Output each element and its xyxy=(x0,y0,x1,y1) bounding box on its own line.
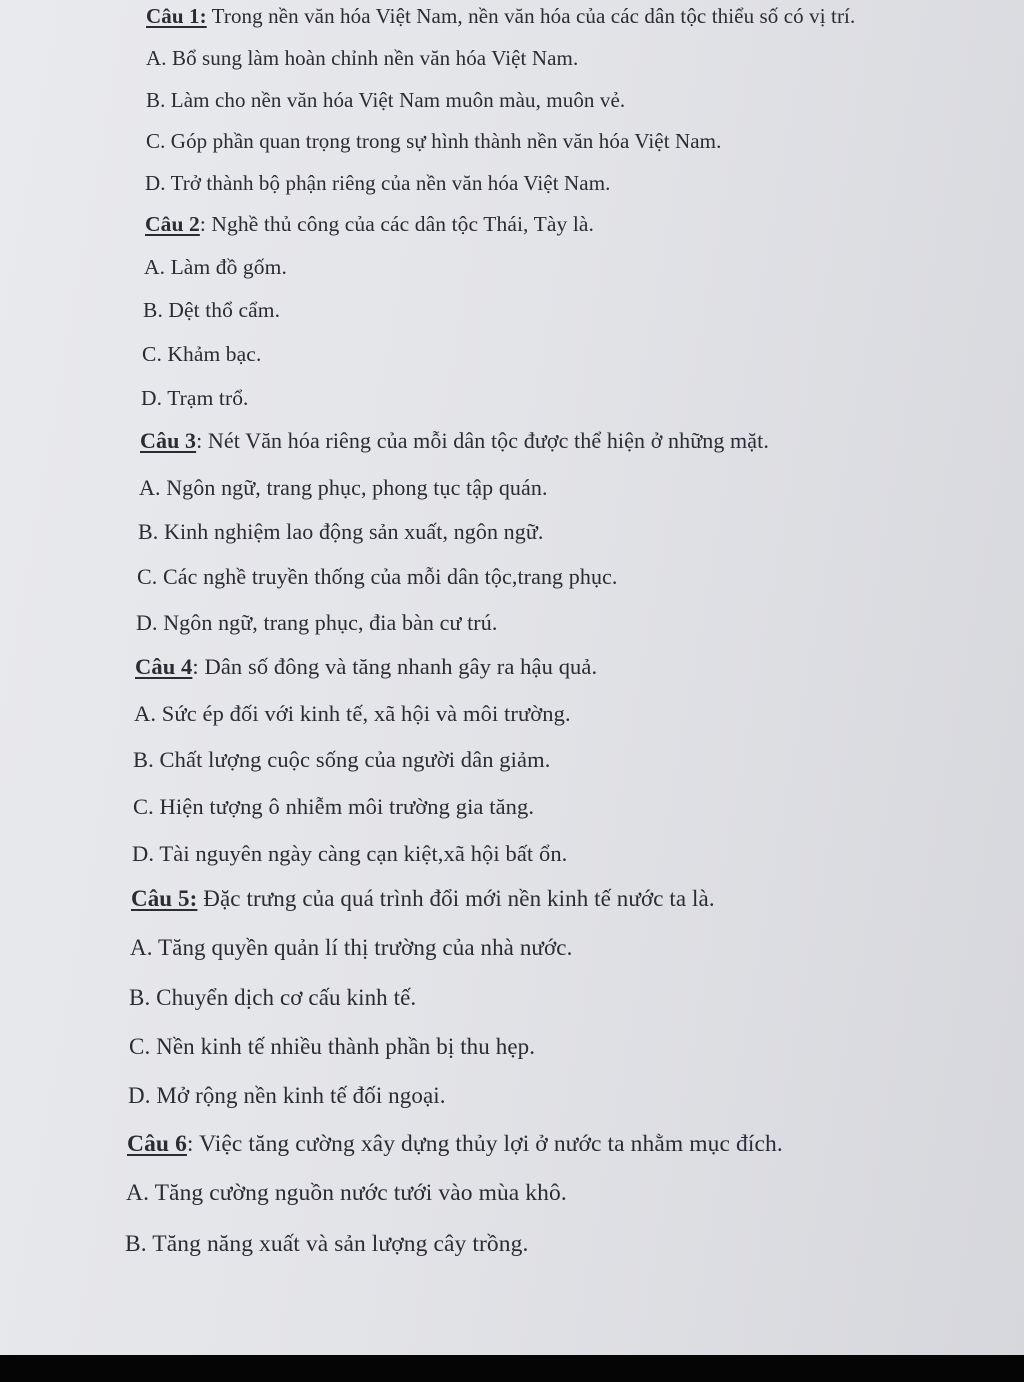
question-1-option-a: A. Bổ sung làm hoàn chỉnh nền văn hóa Việt Nam. xyxy=(146,46,579,70)
question-2-stem xyxy=(145,212,594,237)
question-6-stem xyxy=(127,1131,783,1158)
question-1-option-c: C. Góp phần quan trọng trong sự hình thành nền văn hóa Việt Nam. xyxy=(146,129,722,153)
question-5-option-b: B. Chuyển dịch cơ cấu kinh tế. xyxy=(129,985,417,1010)
question-4-option-c: C. Hiện tượng ô nhiễm môi trường gia tăng. xyxy=(133,794,535,819)
question-3-option-c: C. Các nghề truyền thống của mỗi dân tộc,trang phục. xyxy=(137,564,618,589)
question-1-text: Trong nền văn hóa Việt Nam, nền văn hóa của các dân tộc thiểu số có vị trí. xyxy=(206,4,856,28)
question-1-option-b: B. Làm cho nền văn hóa Việt Nam muôn màu, muôn vẻ. xyxy=(146,88,626,112)
question-3-label: Câu 3 xyxy=(140,428,197,453)
question-2-label: Câu 2 xyxy=(145,212,200,236)
question-3-option-a: A. Ngôn ngữ, trang phục, phong tục tập quán. xyxy=(139,475,548,500)
question-5-stem xyxy=(131,886,715,912)
question-2-text: : Nghề thủ công của các dân tộc Thái, Tày là. xyxy=(199,212,595,236)
question-6-label: Câu 6 xyxy=(127,1131,187,1157)
question-5-label: Câu 5: xyxy=(131,886,198,911)
question-4-text: : Dân số đông và tăng nhanh gây ra hậu quả. xyxy=(192,654,598,679)
question-3-option-d: D. Ngôn ngữ, trang phục, đia bàn cư trú. xyxy=(136,610,498,635)
question-4-option-d: D. Tài nguyên ngày càng cạn kiệt,xã hội bất ổn. xyxy=(132,841,568,866)
question-4-option-a: A. Sức ép đối với kinh tế, xã hội và môi trường. xyxy=(134,701,571,726)
question-2-option-a: A. Làm đồ gốm. xyxy=(144,255,287,279)
question-4-option-b: B. Chất lượng cuộc sống của người dân giảm. xyxy=(133,747,551,772)
question-3-text: : Nét Văn hóa riêng của mỗi dân tộc được thể hiện ở những mặt. xyxy=(196,428,769,453)
question-3-stem xyxy=(140,428,769,454)
question-3-option-b: B. Kinh nghiệm lao động sản xuất, ngôn ngữ. xyxy=(138,519,544,544)
question-5-option-a: A. Tăng quyền quản lí thị trường của nhà nước. xyxy=(130,935,573,960)
question-5-text: Đặc trưng của quá trình đổi mới nền kinh tế nước ta là. xyxy=(197,886,715,911)
question-6-option-b: B. Tăng năng xuất và sản lượng cây trồng. xyxy=(125,1231,529,1257)
question-1-label: Câu 1: xyxy=(146,4,207,28)
question-1-stem xyxy=(146,4,855,29)
question-5-option-c: C. Nền kinh tế nhiều thành phần bị thu hẹp. xyxy=(129,1034,536,1059)
question-2-option-c: C. Khảm bạc. xyxy=(142,342,262,366)
question-1-option-d: D. Trở thành bộ phận riêng của nền văn hóa Việt Nam. xyxy=(145,171,611,195)
question-6-text: : Việc tăng cường xây dựng thủy lợi ở nước ta nhằm mục đích. xyxy=(186,1131,783,1157)
question-2-option-b: B. Dệt thổ cẩm. xyxy=(143,298,281,322)
question-5-option-d: D. Mở rộng nền kinh tế đối ngoại. xyxy=(128,1083,446,1108)
bottom-black-border xyxy=(0,1355,1024,1382)
question-2-option-d: D. Trạm trổ. xyxy=(141,386,249,410)
question-6-option-a: A. Tăng cường nguồn nước tưới vào mùa khô. xyxy=(126,1180,567,1206)
question-4-stem xyxy=(135,654,597,680)
question-4-label: Câu 4 xyxy=(135,654,193,679)
